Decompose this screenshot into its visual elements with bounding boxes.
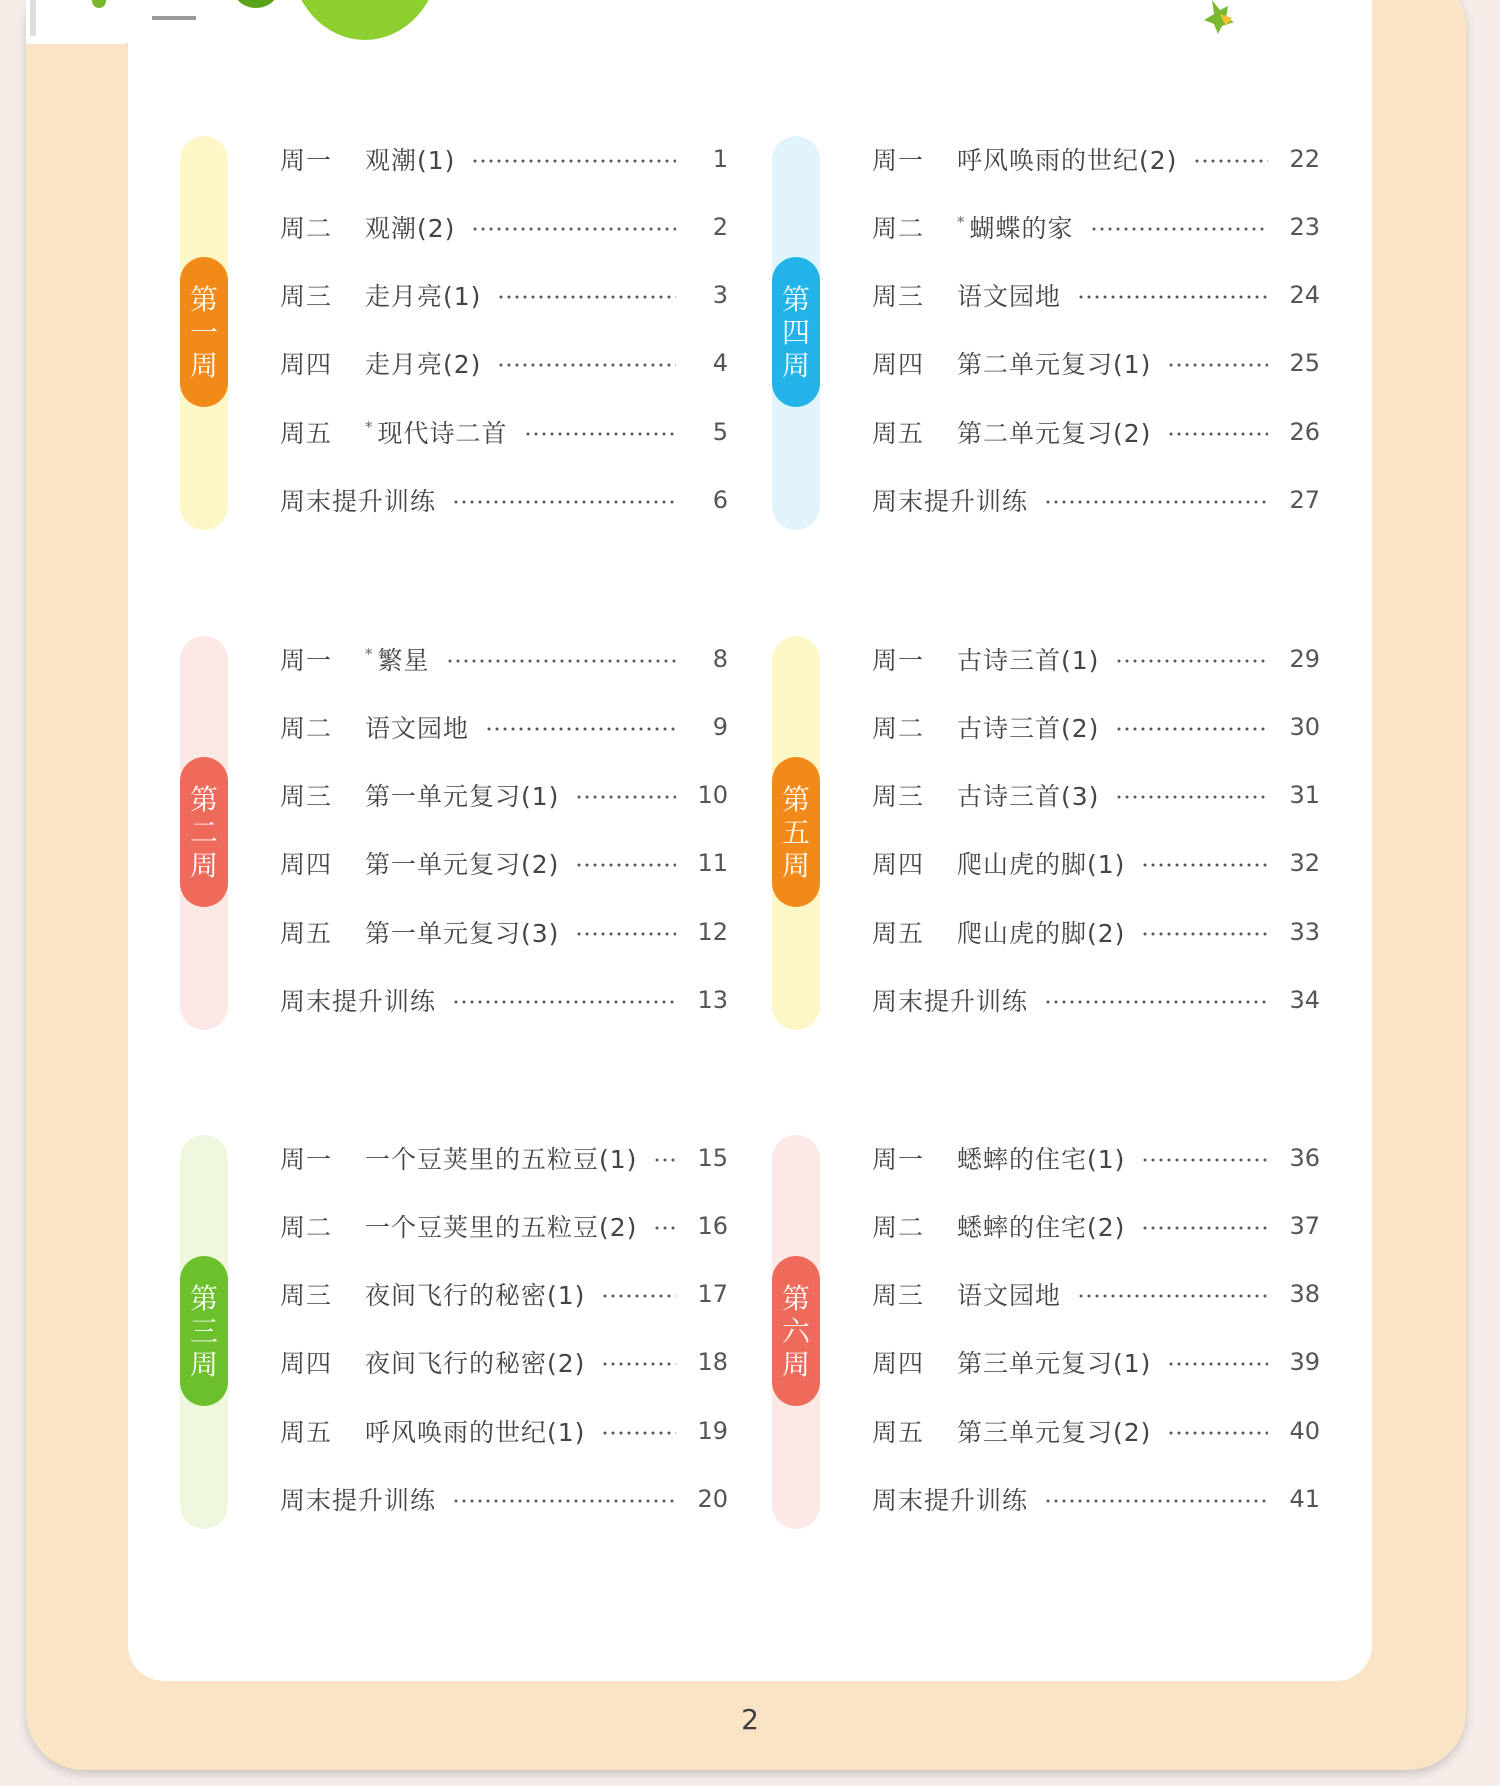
- entry-title-text: 观潮(2): [365, 214, 456, 243]
- dot-leader: [1115, 795, 1268, 799]
- week-section-3: [128, 1135, 728, 1535]
- dot-leader: [452, 500, 676, 504]
- week-section-1: [128, 136, 728, 536]
- entry-page-number: 40: [1289, 1417, 1320, 1445]
- entry-page-number: 8: [712, 645, 728, 673]
- entry-day: 周三: [872, 1281, 925, 1310]
- entry-title-text: 第二单元复习(1): [957, 350, 1152, 379]
- week-label-char: 周: [781, 348, 810, 382]
- week-label-badge: [772, 257, 820, 407]
- entry-title: [957, 709, 1099, 745]
- dot-leader: [1044, 1000, 1268, 1004]
- entry-title-text: 一个豆荚里的五粒豆(1): [365, 1145, 638, 1174]
- entry-page-number: 33: [1289, 918, 1320, 946]
- dot-leader: [1167, 1431, 1268, 1435]
- entry-page-number: 13: [697, 986, 728, 1014]
- entry-title-text: 夜间飞行的秘密(2): [365, 1349, 586, 1378]
- entry-page-number: 32: [1289, 849, 1320, 877]
- toc-entry[interactable]: [280, 275, 728, 315]
- entry-page-number: 15: [697, 1144, 728, 1172]
- week-label-char: 周: [189, 348, 218, 382]
- entry-title-text: 周末提升训练: [872, 1486, 1029, 1515]
- entry-title: [872, 482, 1028, 518]
- entry-title: [365, 709, 469, 745]
- toc-entry[interactable]: [280, 1342, 728, 1382]
- entry-day: 周五: [872, 1418, 925, 1447]
- dot-leader: [601, 1362, 676, 1366]
- week-label-char: 四: [781, 315, 810, 349]
- dot-leader: [1167, 363, 1268, 367]
- entry-title-text: 周末提升训练: [280, 987, 437, 1016]
- entry-title: [365, 209, 455, 245]
- dot-leader: [485, 727, 676, 731]
- week-label-char: 二: [189, 815, 218, 849]
- toc-entry[interactable]: [280, 775, 728, 815]
- entry-day: 周二: [872, 214, 925, 243]
- entry-page-number: 31: [1289, 781, 1320, 809]
- entry-day: 周五: [280, 919, 333, 948]
- entry-title-text: 蟋蟀的住宅(2): [957, 1213, 1126, 1242]
- toc-entry[interactable]: [280, 343, 728, 383]
- entry-title: [957, 1276, 1061, 1312]
- entry-page-number: 27: [1289, 486, 1320, 514]
- entry-day: 周四: [280, 350, 333, 379]
- entry-day: 周四: [872, 350, 925, 379]
- toc-entry[interactable]: [872, 1479, 1320, 1519]
- entry-title: [957, 914, 1125, 950]
- dot-leader: [1115, 659, 1268, 663]
- toc-entry[interactable]: [872, 707, 1320, 747]
- entry-title: [365, 1276, 585, 1312]
- toc-entry[interactable]: [280, 843, 728, 883]
- entry-day: 周三: [280, 782, 333, 811]
- entry-title-text: 古诗三首(3): [957, 782, 1100, 811]
- asterisk-mark: *: [365, 645, 374, 663]
- entry-title-text: 第三单元复习(2): [957, 1418, 1152, 1447]
- dot-leader: [1044, 500, 1268, 504]
- entry-page-number: 2: [712, 213, 728, 241]
- entry-day: 周三: [872, 282, 925, 311]
- dot-leader: [653, 1226, 676, 1230]
- dot-leader: [497, 295, 676, 299]
- entry-title-text: 周末提升训练: [872, 987, 1029, 1016]
- entry-title: [957, 1413, 1151, 1449]
- toc-entry[interactable]: [280, 639, 728, 679]
- week-label-badge: [180, 257, 228, 407]
- entry-title: [957, 777, 1099, 813]
- toc-entry[interactable]: [280, 912, 728, 952]
- week-label-char: 周: [189, 848, 218, 882]
- entry-page-number: 30: [1289, 713, 1320, 741]
- week-section-5: [720, 636, 1320, 1036]
- toc-entry[interactable]: [280, 1274, 728, 1314]
- week-label-badge: [180, 1256, 228, 1406]
- dot-leader: [601, 1294, 676, 1298]
- dot-leader: [1141, 1158, 1268, 1162]
- entry-title-text: 古诗三首(2): [957, 714, 1100, 743]
- entry-day: 周一: [872, 146, 925, 175]
- toc-entry[interactable]: [280, 707, 728, 747]
- entry-title-text: 周末提升训练: [280, 487, 437, 516]
- toc-entry[interactable]: [280, 412, 728, 452]
- week-label-char: 第: [189, 782, 218, 816]
- entry-title: [957, 277, 1061, 313]
- entry-day: 周四: [280, 850, 333, 879]
- plant-decoration: [1198, 0, 1238, 34]
- entry-title: [957, 1208, 1125, 1244]
- toc-entry[interactable]: [872, 775, 1320, 815]
- dot-leader: [524, 432, 676, 436]
- entry-title: [280, 1481, 436, 1517]
- entry-page-number: 4: [712, 349, 728, 377]
- toc-entry[interactable]: [872, 1342, 1320, 1382]
- toc-entry[interactable]: [280, 207, 728, 247]
- entry-title-text: 语文园地: [957, 282, 1062, 311]
- week-label-char: 三: [189, 1314, 218, 1348]
- entry-title-text: 周末提升训练: [280, 1486, 437, 1515]
- entry-title-text: 第三单元复习(1): [957, 1349, 1152, 1378]
- entry-title: [957, 641, 1099, 677]
- toc-entry[interactable]: [872, 207, 1320, 247]
- entry-title: [280, 982, 436, 1018]
- toc-entry[interactable]: [872, 343, 1320, 383]
- entry-title-text: 观潮(1): [365, 146, 456, 175]
- entry-day: 周五: [280, 1418, 333, 1447]
- dot-leader: [1167, 432, 1268, 436]
- dot-leader: [471, 227, 676, 231]
- entry-page-number: 16: [697, 1212, 728, 1240]
- dot-leader: [1167, 1362, 1268, 1366]
- entry-title: [365, 414, 508, 450]
- week-section-6: [720, 1135, 1320, 1535]
- entry-day: 周五: [872, 919, 925, 948]
- toc-entry[interactable]: [872, 480, 1320, 520]
- entry-title-text: 蝴蝶的家: [969, 214, 1074, 243]
- entry-title: [365, 641, 430, 677]
- entry-page-number: 29: [1289, 645, 1320, 673]
- week-label-badge: [772, 757, 820, 907]
- entry-day: 周一: [872, 1145, 925, 1174]
- dot-leader: [1090, 227, 1268, 231]
- week-label-badge: [772, 1256, 820, 1406]
- entry-page-number: 20: [697, 1485, 728, 1513]
- entry-title: [957, 1140, 1125, 1176]
- entry-page-number: 5: [712, 418, 728, 446]
- entry-page-number: 3: [712, 281, 728, 309]
- week-label-char: 第: [781, 782, 810, 816]
- week-label-badge: [180, 757, 228, 907]
- entry-title: [957, 845, 1125, 881]
- toc-entry[interactable]: [872, 1411, 1320, 1451]
- previous-page-edge: [26, 0, 128, 44]
- entry-title-text: 繁星: [377, 646, 430, 675]
- entry-day: 周一: [280, 1145, 333, 1174]
- entry-page-number: 23: [1289, 213, 1320, 241]
- week-label-char: 第: [781, 1281, 810, 1315]
- entry-title: [957, 345, 1151, 381]
- entry-page-number: 37: [1289, 1212, 1320, 1240]
- entry-day: 周二: [280, 214, 333, 243]
- entry-title: [365, 141, 455, 177]
- toc-entry[interactable]: [872, 412, 1320, 452]
- toc-entry[interactable]: [872, 1206, 1320, 1246]
- entry-page-number: 18: [697, 1348, 728, 1376]
- week-label-char: 周: [781, 848, 810, 882]
- toc-entry[interactable]: [280, 139, 728, 179]
- entry-title: [365, 1344, 585, 1380]
- toc-entry[interactable]: [872, 639, 1320, 679]
- week-label-char: 第: [189, 1281, 218, 1315]
- entry-title-text: 第二单元复习(2): [957, 419, 1152, 448]
- entry-title-text: 蟋蟀的住宅(1): [957, 1145, 1126, 1174]
- toc-entry[interactable]: [280, 980, 728, 1020]
- entry-page-number: 25: [1289, 349, 1320, 377]
- entry-page-number: 1: [712, 145, 728, 173]
- dot-leader: [601, 1431, 676, 1435]
- entry-title-text: 夜间飞行的秘密(1): [365, 1281, 586, 1310]
- toc-entry[interactable]: [280, 1411, 728, 1451]
- week-section-4: [720, 136, 1320, 536]
- entry-day: 周三: [872, 782, 925, 811]
- week-label-char: 一: [189, 315, 218, 349]
- entry-title-text: 语文园地: [957, 1281, 1062, 1310]
- entry-title: [280, 482, 436, 518]
- entry-page-number: 26: [1289, 418, 1320, 446]
- entry-title-text: 现代诗二首: [377, 419, 508, 448]
- dot-leader: [653, 1158, 676, 1162]
- entry-title-text: 古诗三首(1): [957, 646, 1100, 675]
- entry-day: 周一: [872, 646, 925, 675]
- entry-title: [365, 845, 559, 881]
- entry-title: [957, 141, 1177, 177]
- entry-page-number: 38: [1289, 1280, 1320, 1308]
- toc-entry[interactable]: [280, 1479, 728, 1519]
- entry-page-number: 24: [1289, 281, 1320, 309]
- entry-page-number: 11: [697, 849, 728, 877]
- entry-title-text: 第一单元复习(1): [365, 782, 560, 811]
- toc-entry[interactable]: [872, 139, 1320, 179]
- week-label-char: 五: [781, 815, 810, 849]
- entry-page-number: 12: [697, 918, 728, 946]
- entry-day: 周三: [280, 1281, 333, 1310]
- entry-title-text: 语文园地: [365, 714, 470, 743]
- toc-entry[interactable]: [872, 980, 1320, 1020]
- entry-title-text: 走月亮(2): [365, 350, 482, 379]
- entry-title: [872, 1481, 1028, 1517]
- entry-day: 周一: [280, 146, 333, 175]
- entry-title: [957, 1344, 1151, 1380]
- entry-title-text: 爬山虎的脚(2): [957, 919, 1126, 948]
- entry-page-number: 41: [1289, 1485, 1320, 1513]
- asterisk-mark: *: [957, 213, 966, 231]
- entry-page-number: 17: [697, 1280, 728, 1308]
- dot-leader: [1141, 1226, 1268, 1230]
- spine-mark: [30, 0, 36, 36]
- entry-title: [365, 345, 481, 381]
- entry-title-text: 第一单元复习(3): [365, 919, 560, 948]
- entry-title-text: 爬山虎的脚(1): [957, 850, 1126, 879]
- entry-day: 周五: [280, 419, 333, 448]
- week-label-char: 周: [189, 1347, 218, 1381]
- dot-leader: [1141, 863, 1268, 867]
- entry-day: 周二: [280, 714, 333, 743]
- dot-leader: [1044, 1499, 1268, 1503]
- entry-day: 周四: [872, 850, 925, 879]
- entry-page-number: 9: [712, 713, 728, 741]
- dot-leader: [446, 659, 676, 663]
- entry-page-number: 34: [1289, 986, 1320, 1014]
- publisher-mark: [152, 16, 196, 20]
- week-section-2: [128, 636, 728, 1036]
- toc-entry[interactable]: [280, 480, 728, 520]
- toc-entry[interactable]: [280, 1138, 728, 1178]
- entry-title: [957, 414, 1151, 450]
- entry-page-number: 22: [1289, 145, 1320, 173]
- dot-leader: [1077, 1294, 1268, 1298]
- entry-title-text: 周末提升训练: [872, 487, 1029, 516]
- entry-title: [365, 777, 559, 813]
- week-label-char: 第: [189, 282, 218, 316]
- entry-day: 周二: [872, 1213, 925, 1242]
- toc-entry[interactable]: [872, 912, 1320, 952]
- dot-leader: [452, 1000, 676, 1004]
- entry-title-text: 一个豆荚里的五粒豆(2): [365, 1213, 638, 1242]
- toc-entry[interactable]: [872, 1138, 1320, 1178]
- dot-leader: [497, 363, 676, 367]
- entry-page-number: 36: [1289, 1144, 1320, 1172]
- entry-title: [957, 209, 1074, 245]
- entry-title: [365, 914, 559, 950]
- week-label-char: 周: [781, 1347, 810, 1381]
- dot-leader: [575, 795, 676, 799]
- entry-day: 周一: [280, 646, 333, 675]
- entry-day: 周四: [872, 1349, 925, 1378]
- entry-title: [872, 982, 1028, 1018]
- entry-page-number: 6: [712, 486, 728, 514]
- dot-leader: [1193, 159, 1268, 163]
- entry-title-text: 走月亮(1): [365, 282, 482, 311]
- entry-page-number: 39: [1289, 1348, 1320, 1376]
- toc-entry[interactable]: [872, 275, 1320, 315]
- asterisk-mark: *: [365, 418, 374, 436]
- entry-day: 周五: [872, 419, 925, 448]
- entry-title: [365, 1413, 585, 1449]
- dot-leader: [575, 863, 676, 867]
- entry-title: [365, 1140, 637, 1176]
- entry-day: 周四: [280, 1349, 333, 1378]
- entry-title-text: 第一单元复习(2): [365, 850, 560, 879]
- entry-day: 周三: [280, 282, 333, 311]
- entry-title: [365, 277, 481, 313]
- week-label-char: 六: [781, 1314, 810, 1348]
- dot-leader: [1141, 932, 1268, 936]
- toc-entry[interactable]: [872, 1274, 1320, 1314]
- dot-leader: [471, 159, 676, 163]
- entry-page-number: 10: [697, 781, 728, 809]
- entry-page-number: 19: [697, 1417, 728, 1445]
- page-number: 2: [741, 1703, 759, 1736]
- toc-entry[interactable]: [872, 843, 1320, 883]
- entry-day: 周二: [280, 1213, 333, 1242]
- dot-leader: [452, 1499, 676, 1503]
- week-label-char: 第: [781, 282, 810, 316]
- dot-leader: [1077, 295, 1268, 299]
- entry-title-text: 呼风唤雨的世纪(1): [365, 1418, 586, 1447]
- entry-title: [365, 1208, 637, 1244]
- entry-title-text: 呼风唤雨的世纪(2): [957, 146, 1178, 175]
- entry-day: 周二: [872, 714, 925, 743]
- toc-entry[interactable]: [280, 1206, 728, 1246]
- dot-leader: [575, 932, 676, 936]
- dot-leader: [1115, 727, 1268, 731]
